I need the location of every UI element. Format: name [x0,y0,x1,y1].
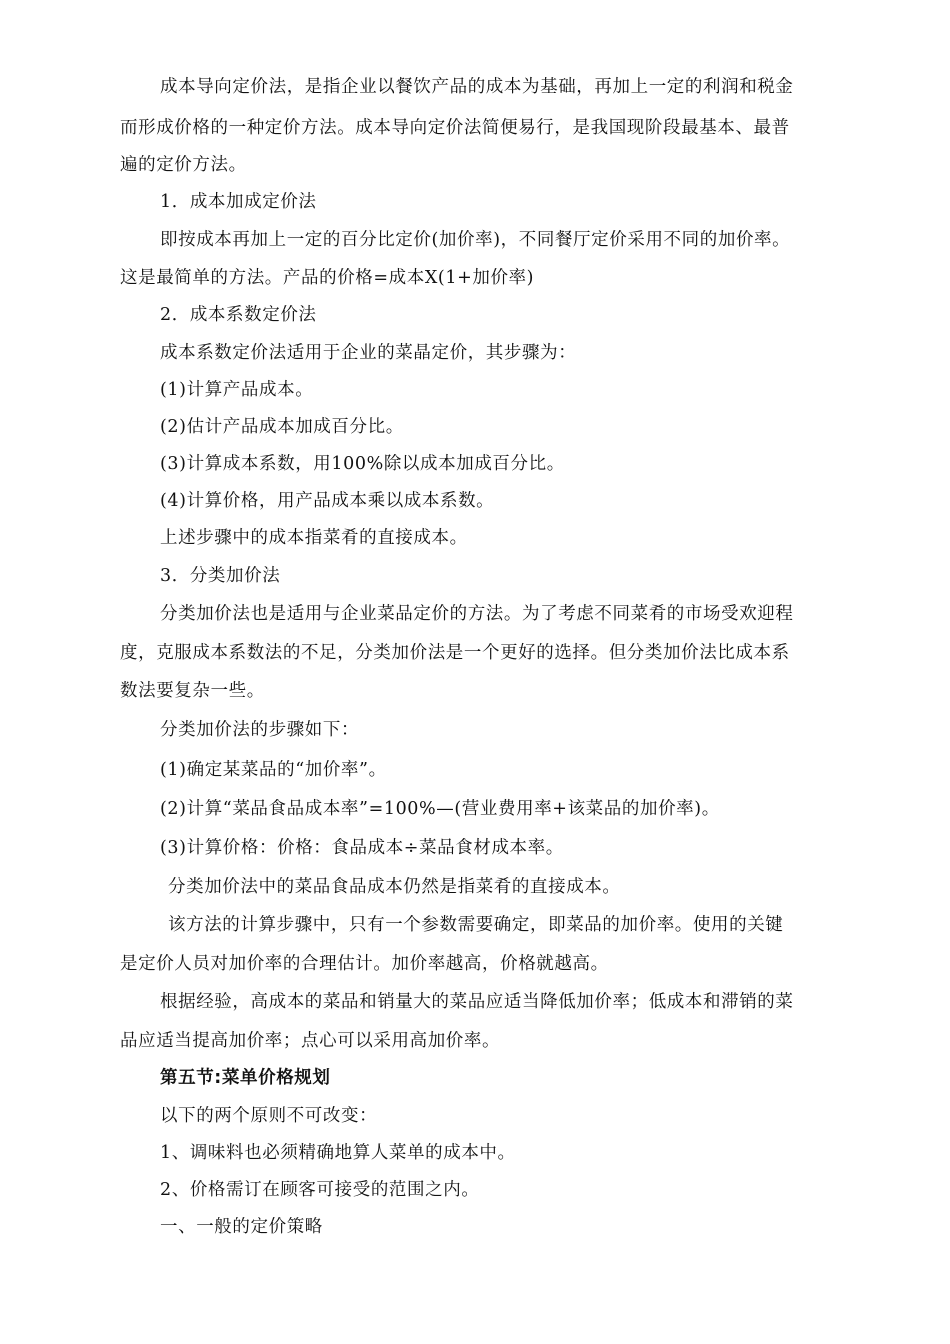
section-heading: 一、一般的定价策略 [160,1217,323,1237]
section-heading: 2．成本系数定价法 [160,305,317,325]
paragraph-line: 数法要复杂一些。 [120,681,265,701]
list-item: (1)计算产品成本。 [160,380,314,400]
paragraph-line: 是定价人员对加价率的合理估计。加价率越高，价格就越高。 [120,954,609,974]
list-item: (3)计算成本系数，用100%除以成本加成百分比。 [160,454,565,474]
section-heading: 1．成本加成定价法 [160,192,317,212]
paragraph-line: 该方法的计算步骤中，只有一个参数需要确定，即菜品的加价率。使用的关键 [168,915,784,935]
paragraph-line: 分类加价法的步骤如下： [160,720,360,740]
paragraph-line: 成本导向定价法，是指企业以餐饮产品的成本为基础，再加上一定的利润和税金 [160,77,794,97]
list-item: 2、价格需订在顾客可接受的范围之内。 [160,1180,480,1200]
section-heading: 3．分类加价法 [160,566,281,586]
paragraph-line: 这是最简单的方法。产品的价格=成本X(1+加价率) [120,268,535,288]
list-item: (3)计算价格：价格：食品成本÷菜品食材成本率。 [160,838,564,858]
paragraph-line: 品应适当提高加价率；点心可以采用高加价率。 [120,1031,501,1051]
list-item: (2)估计产品成本加成百分比。 [160,417,404,437]
paragraph-line: 成本系数定价法适用于企业的菜晶定价，其步骤为： [160,343,577,363]
paragraph-line: 度，克服成本系数法的不足，分类加价法是一个更好的选择。但分类加价法比成本系 [120,643,790,663]
paragraph-line: 即按成本再加上一定的百分比定价(加价率)，不同餐厅定价采用不同的加价率。 [160,230,791,250]
list-item: (1)确定某菜品的“加价率”。 [160,760,387,780]
paragraph-line: 以下的两个原则不可改变： [160,1106,378,1126]
paragraph-line: 分类加价法也是适用与企业菜品定价的方法。为了考虑不同菜肴的市场受欢迎程 [160,604,794,624]
list-item: 1、调味料也必须精确地算人菜单的成本中。 [160,1143,516,1163]
paragraph-line: 根据经验，高成本的菜品和销量大的菜品应适当降低加价率；低成本和滞销的菜 [160,992,794,1012]
list-item: (4)计算价格，用产品成本乘以成本系数。 [160,491,495,511]
paragraph-line: 分类加价法中的菜品食品成本仍然是指菜肴的直接成本。 [168,877,621,897]
paragraph-line: 而形成价格的一种定价方法。成本导向定价法简便易行，是我国现阶段最基本、最普 [120,118,790,138]
paragraph-line: 遍的定价方法。 [120,155,247,175]
chapter-heading: 第五节:菜单价格规划 [160,1068,331,1088]
paragraph-line: 上述步骤中的成本指菜肴的直接成本。 [160,528,468,548]
list-item: (2)计算“菜品食品成本率”=100%—(营业费用率+该菜品的加价率)。 [160,799,720,819]
